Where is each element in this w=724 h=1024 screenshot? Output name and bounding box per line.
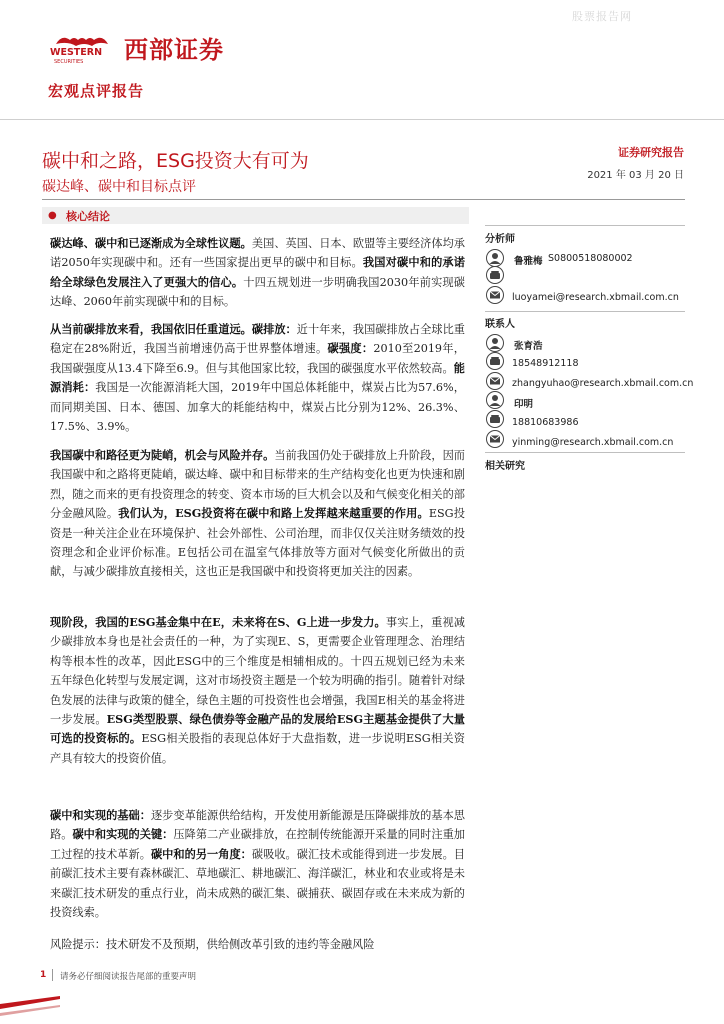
person-icon <box>486 334 504 352</box>
risk-note: 风险提示：技术研发不及预期，供给侧改革引致的违约等金融风险 <box>50 938 375 951</box>
bold-run: 碳中和的另一角度： <box>150 846 252 861</box>
bold-run: 碳中和实现的基础： <box>50 808 151 822</box>
bold-run: 我国对碳中和的承诺给全球绿色发展注入了更强大的信心。 <box>50 255 465 289</box>
text-run: 十四五规划进一步明确我国2030年前实现碳达峰、2060年前实现碳中和的目标。 <box>50 275 465 309</box>
phone-icon <box>486 410 504 428</box>
watermark: 股票报告网 <box>572 10 632 23</box>
page-number: 1 <box>40 970 47 980</box>
footer-disclaimer: 请务必仔细阅读报告尾部的重要声明 <box>60 972 197 982</box>
paragraph-2 <box>50 320 465 436</box>
western-securities-logo <box>48 32 120 66</box>
doc-type: 宏观点评报告 <box>48 82 145 100</box>
analyst-cert: S0800518080002 <box>548 253 633 264</box>
text-run: 近十年来，我国碳排放占全球比重稳定在28%附近，我国当前增速仍高于世界整体增速。 <box>50 323 465 356</box>
report-type: 证券研究报告 <box>618 146 684 159</box>
contact2-name: 印明 <box>514 399 534 410</box>
bold-run: 碳中和实现的关键： <box>72 827 174 842</box>
bold-run: 现阶段，我国的ESG基金集中在E，未来将在S、G上进一步发力。 <box>50 615 386 629</box>
logo-text: WESTERN <box>50 47 103 58</box>
text-run: ESG相关股指的表现总体好于大盘指数，进一步说明ESG相关资产具有较大的投资价值。 <box>50 732 465 765</box>
person-icon <box>486 391 504 409</box>
paragraph-1 <box>50 234 465 312</box>
logo-subtext: SECURITIES <box>54 59 84 65</box>
page-subtitle: 碳达峰、碳中和目标点评 <box>42 179 196 195</box>
bold-run: ESG类型股票、绿色债券等金融产品的发展给ESG主题基金提供了大量可选的投资标的。 <box>50 712 465 746</box>
report-date: 2021 年 03 月 20 日 <box>587 170 684 181</box>
sidebar-divider <box>485 452 685 453</box>
paragraph-3 <box>50 446 465 582</box>
text-run: 碳吸收。碳汇技术或能得到进一步发展。目前碳汇技术主要有森林碳汇、草地碳汇、耕地碳汇、海洋碳汇，林业和农业或将是未来碳汇技术研发的重点行业，尚未成熟的碳汇集、碳捕获、碳固存或在未来成为新的投资线索。 <box>50 847 465 920</box>
bold-run: 碳强度： <box>327 341 374 356</box>
text-run: 我国是一次能源消耗大国，2019年中国总体耗能中，煤炭占比为57.6%，而同期美国、日本、德国、加拿大的耗能结构中，煤炭占比分别为12%、26.3%、17.5%、3.9%。 <box>50 381 465 434</box>
contact1-email[interactable]: zhangyuhao@research.xbmail.com.cn <box>512 378 694 389</box>
phone-icon <box>486 266 504 284</box>
bullet-icon: ● <box>48 210 57 221</box>
text-run: 压降第二产业碳排放，在控制传统能源开采量的同时注重加工过程的技术革新。 <box>50 828 465 861</box>
analyst-email[interactable]: luoyamei@research.xbmail.com.cn <box>512 292 679 303</box>
email-icon <box>486 372 504 390</box>
related-research-heading: 相关研究 <box>485 461 525 472</box>
contact1-phone: 18548912118 <box>512 358 579 369</box>
bold-run: 从当前碳排放来看，我国依旧任重道远。碳排放： <box>50 322 297 336</box>
contact2-email[interactable]: yinming@research.xbmail.com.cn <box>512 437 674 448</box>
analyst-heading: 分析师 <box>485 234 515 245</box>
bold-run: 能源消耗： <box>50 360 465 395</box>
email-icon <box>486 430 504 448</box>
brand-name: 西部证券 <box>124 36 224 64</box>
text-run: ESG投资是一种关注企业在环境保护、社会外部性、公司治理，而非仅仅关注财务绩效的投资理念和企业评价标准。E包括公司在温室气体排放等方面对气候变化所做出的贡献，与减少碳排放直接相关，这也正是我国碳中和投资将更加关注的因素。 <box>50 507 465 579</box>
text-run: 事实上，重视减少碳排放本身也是社会责任的一种，为了实现E、S，更需要企业管理理念、治理结构等根本性的改革，因此ESG中的三个维度是相辅相成的。十四五规划已经为未来五年绿色化转型与发展定调，这对市场投资主题是一个较为明确的指引。随着针对绿色发展的法律与政策的健全，绿色主题的可投资性也会增强，我国E相关的基金将进一步发展。 <box>50 616 465 727</box>
bold-run: 我国碳中和路径更为陡峭，机会与风险并存。 <box>50 448 275 462</box>
sidebar-divider <box>485 225 685 226</box>
text-run: 美国、英国、日本、欧盟等主要经济体均承诺2050年实现碳中和。还有一些国家提出更早的碳中和目标。 <box>50 237 465 270</box>
text-run: 逐步变革能源供给结构，开发使用新能源是压降碳排放的基本思路。 <box>50 809 465 842</box>
footer-divider <box>52 969 53 981</box>
page-title: 碳中和之路，ESG投资大有可为 <box>42 150 309 172</box>
paragraph-4 <box>50 613 465 768</box>
title-divider <box>42 199 685 200</box>
sidebar-divider <box>485 311 685 312</box>
contact-heading: 联系人 <box>485 319 515 330</box>
header-divider <box>0 119 724 120</box>
phone-icon <box>486 352 504 370</box>
email-icon <box>486 286 504 304</box>
bold-run: 碳达峰、碳中和已逐渐成为全球性议题。 <box>50 236 252 250</box>
bold-run: 我们认为，ESG投资将在碳中和路上发挥越来越重要的作用。 <box>118 506 429 521</box>
contact1-name: 张育浩 <box>514 341 543 352</box>
person-icon <box>486 249 504 267</box>
section-title: 核心结论 <box>66 210 110 223</box>
analyst-name: 鲁雅梅 <box>514 256 543 267</box>
contact2-phone: 18810683986 <box>512 417 579 428</box>
paragraph-5 <box>50 806 465 922</box>
text-run: 当前我国仍处于碳排放上升阶段，因而我国碳中和之路将更陡峭，碳达峰、碳中和目标带来的生产结构变化也更为快速和剧烈，随之而来的更有投资理念的转变、资本市场的巨大机会以及和气候变化相关的部分金融风险。 <box>50 449 465 521</box>
footer-stripe-decoration <box>0 996 724 1024</box>
text-run: 2010至2019年，我国碳强度从13.4下降至6.9。但与其他国家比较，我国的碳强度水平依然较高。 <box>50 342 465 375</box>
